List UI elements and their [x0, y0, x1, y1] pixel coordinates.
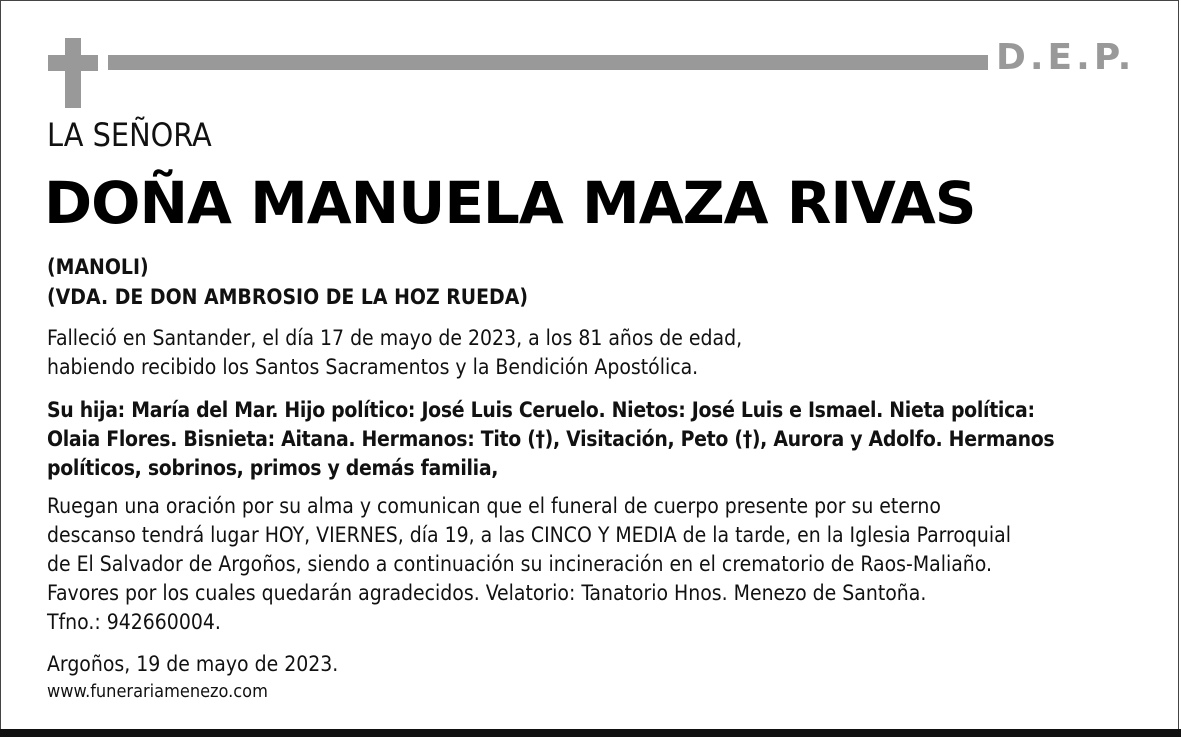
cross-icon	[48, 38, 98, 108]
bottom-bar	[0, 729, 1181, 737]
nickname: (MANOLI)	[47, 255, 149, 279]
dep-label: D.E.P.	[996, 37, 1136, 78]
header-rule	[108, 55, 988, 70]
deceased-name: DOÑA MANUELA MAZA RIVAS	[44, 169, 976, 237]
family-line: Olaia Flores. Bisnieta: Aitana. Hermanos: Tito (†), Visitación, Peto (†), Aurora y Adolfo. Hermanos	[47, 427, 1055, 451]
service-line: de El Salvador de Argoños, siendo a continuación su incineración en el crematorio de Raos-Maliaño.	[47, 552, 992, 576]
website: www.funerariamenezo.com	[47, 681, 268, 702]
service-line: Tfno.: 942660004.	[47, 610, 221, 634]
place-date: Argoños, 19 de mayo de 2023.	[47, 652, 339, 676]
widow-of: (VDA. DE DON AMBROSIO DE LA HOZ RUEDA)	[47, 285, 528, 309]
service-line: descanso tendrá lugar HOY, VIERNES, día 19, a las CINCO Y MEDIA de la tarde, en la Iglesia Parroquial	[47, 523, 1011, 547]
family-line: políticos, sobrinos, primos y demás familia,	[47, 456, 499, 480]
death-line: Falleció en Santander, el día 17 de mayo de 2023, a los 81 años de edad,	[47, 326, 743, 350]
service-line: Ruegan una oración por su alma y comunican que el funeral de cuerpo presente por su eterno	[47, 494, 941, 518]
title-prefix: LA SEÑORA	[47, 116, 212, 154]
family-line: Su hija: María del Mar. Hijo político: José Luis Ceruelo. Nietos: José Luis e Ismael. Nieta política:	[47, 398, 1035, 422]
service-line: Favores por los cuales quedarán agradecidos. Velatorio: Tanatorio Hnos. Menezo de Santoña.	[47, 581, 927, 605]
death-line: habiendo recibido los Santos Sacramentos y la Bendición Apostólica.	[47, 355, 699, 379]
